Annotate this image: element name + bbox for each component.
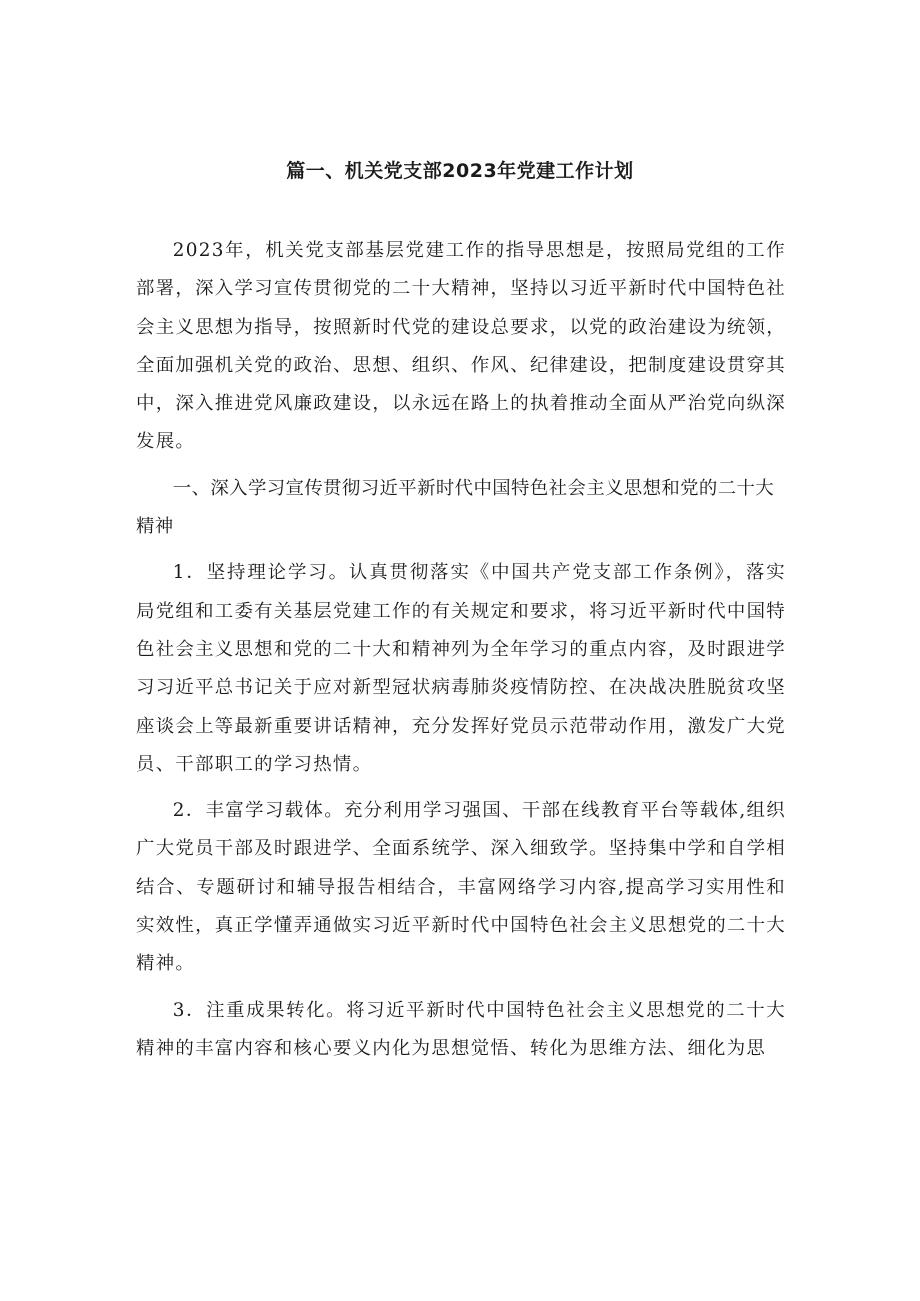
document-body	[136, 232, 786, 1076]
list-item-1: 1．坚持理论学习。认真贯彻落实《中国共产党支部工作条例》，落实局党组和工委有关基层党建工作的有关规定和要求，将习近平新时代中国特色社会主义思想和党的二十大和精神列为全年学习的重点内容，及时跟进学习习近平总书记关于应对新型冠状病毒肺炎疫情防控、在决战决胜脱贫攻坚座谈会上等最新重要讲话精神，充分发挥好党员示范带动作用，激发广大党员、干部职工的学习热情。	[136, 562, 786, 775]
list-item-3: 3．注重成果转化。将习近平新时代中国特色社会主义思想党的二十大精神的丰富内容和核心要义内化为思想觉悟、转化为思维方法、细化为思	[136, 999, 786, 1059]
list-item-2: 2．丰富学习载体。充分利用学习强国、干部在线教育平台等载体,组织广大党员干部及时跟进学、全面系统学、深入细致学。坚持集中学和自学相结合、专题研讨和辅导报告相结合，丰富网络学习内容,提高学习实用性和实效性，真正学懂弄通做实习近平新时代中国特色社会主义思想党的二十大精神。	[136, 800, 786, 975]
intro-paragraph: 2023年，机关党支部基层党建工作的指导思想是，按照局党组的工作部署，深入学习宣传贯彻党的二十大精神，坚持以习近平新时代中国特色社会主义思想为指导，按照新时代党的建设总要求，以党的政治建设为统领，全面加强机关党的政治、思想、组织、作风、纪律建设，把制度建设贯穿其中，深入推进党风廉政建设，以永远在路上的执着推动全面从严治党向纵深发展。	[136, 240, 786, 453]
section-heading-1: 一、深入学习宣传贯彻习近平新时代中国特色社会主义思想和党的二十大精神	[136, 477, 775, 538]
document-title: 篇一、机关党支部2023年党建工作计划	[286, 160, 634, 182]
